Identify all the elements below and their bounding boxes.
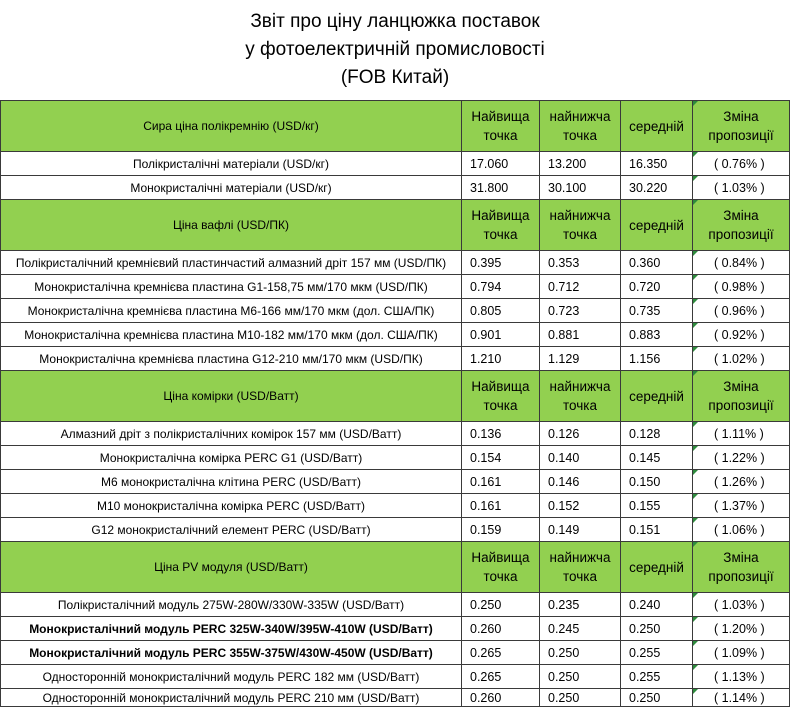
row-high: 0.161 — [462, 494, 540, 518]
row-low: 0.712 — [540, 275, 621, 299]
row-avg: 0.155 — [621, 494, 693, 518]
row-avg: 0.883 — [621, 323, 693, 347]
table-row — [1, 422, 790, 446]
row-low: 0.353 — [540, 251, 621, 275]
row-high: 1.210 — [462, 347, 540, 371]
table-row — [1, 446, 790, 470]
row-high: 31.800 — [462, 176, 540, 200]
row-name: Монокристалічна комірка PERC G1 (USD/Ватт) — [1, 446, 462, 470]
col-change-header: Зміна пропозиції — [693, 371, 790, 422]
col-change-header: Зміна пропозиції — [693, 101, 790, 152]
row-change: ( 0.98% ) — [693, 275, 790, 299]
row-high: 0.159 — [462, 518, 540, 542]
row-high: 0.901 — [462, 323, 540, 347]
table-row — [1, 299, 790, 323]
table-row — [1, 518, 790, 542]
col-low-header: найнижча точка — [540, 542, 621, 593]
row-avg: 0.255 — [621, 665, 693, 689]
col-high-header: Найвища точка — [462, 542, 540, 593]
title-line-3: (FOB Китай) — [340, 67, 450, 88]
table-row — [1, 593, 790, 617]
table-row — [1, 689, 790, 707]
row-high: 0.250 — [462, 593, 540, 617]
row-name: Односторонній монокристалічний модуль PERC 210 мм (USD/Ватт) — [1, 689, 462, 707]
row-high: 0.265 — [462, 641, 540, 665]
table-row — [1, 176, 790, 200]
row-low: 30.100 — [540, 176, 621, 200]
row-high: 0.805 — [462, 299, 540, 323]
col-high-header: Найвища точка — [462, 200, 540, 251]
row-high: 0.161 — [462, 470, 540, 494]
row-change: ( 1.20% ) — [693, 617, 790, 641]
table-row — [1, 470, 790, 494]
row-name: Монокристалічний модуль PERC 355W-375W/430W-450W (USD/Ватт) — [1, 641, 462, 665]
row-high: 0.265 — [462, 665, 540, 689]
col-low-header: найнижча точка — [540, 200, 621, 251]
table-row — [1, 665, 790, 689]
table-row — [1, 323, 790, 347]
col-high-header: Найвища точка — [462, 101, 540, 152]
row-change: ( 0.76% ) — [693, 152, 790, 176]
table-row — [1, 617, 790, 641]
row-low: 0.881 — [540, 323, 621, 347]
row-name: Полікристалічний модуль 275W-280W/330W-335W (USD/Ватт) — [1, 593, 462, 617]
row-avg: 0.250 — [621, 689, 693, 707]
row-avg: 1.156 — [621, 347, 693, 371]
table-row — [1, 641, 790, 665]
row-change: ( 1.13% ) — [693, 665, 790, 689]
row-avg: 0.150 — [621, 470, 693, 494]
row-avg: 0.145 — [621, 446, 693, 470]
row-low: 0.146 — [540, 470, 621, 494]
col-high-header: Найвища точка — [462, 371, 540, 422]
title-line-1: Звіт про ціну ланцюжка поставок — [250, 11, 540, 32]
row-low: 0.152 — [540, 494, 621, 518]
row-low: 13.200 — [540, 152, 621, 176]
row-name: Монокристалічна кремнієва пластина M6-166 мм/170 мкм (дол. США/ПК) — [1, 299, 462, 323]
row-avg: 30.220 — [621, 176, 693, 200]
table-row — [1, 152, 790, 176]
row-change: ( 0.92% ) — [693, 323, 790, 347]
row-high: 0.136 — [462, 422, 540, 446]
row-change: ( 1.09% ) — [693, 641, 790, 665]
col-change-header: Зміна пропозиції — [693, 200, 790, 251]
section-label: Ціна вафлі (USD/ПК) — [1, 200, 462, 251]
row-low: 0.235 — [540, 593, 621, 617]
row-change: ( 1.03% ) — [693, 176, 790, 200]
row-high: 0.260 — [462, 617, 540, 641]
row-name: Полікристалічний кремнієвий пластинчастий алмазний дріт 157 мм (USD/ПК) — [1, 251, 462, 275]
row-avg: 0.360 — [621, 251, 693, 275]
table-row — [1, 275, 790, 299]
col-avg-header: середній — [621, 200, 693, 251]
row-name: Монокристалічний модуль PERC 325W-340W/395W-410W (USD/Ватт) — [1, 617, 462, 641]
row-change: ( 1.02% ) — [693, 347, 790, 371]
row-avg: 0.735 — [621, 299, 693, 323]
row-low: 0.250 — [540, 641, 621, 665]
row-low: 0.245 — [540, 617, 621, 641]
row-low: 0.126 — [540, 422, 621, 446]
section-label: Сира ціна полікремнію (USD/кг) — [1, 101, 462, 152]
row-avg: 0.250 — [621, 617, 693, 641]
row-change: ( 1.37% ) — [693, 494, 790, 518]
section-header-module — [1, 542, 790, 593]
col-low-header: найнижча точка — [540, 101, 621, 152]
row-avg: 0.151 — [621, 518, 693, 542]
row-change: ( 1.03% ) — [693, 593, 790, 617]
section-header-polysilicon — [1, 101, 790, 152]
section-label: Ціна комірки (USD/Ватт) — [1, 371, 462, 422]
row-change: ( 1.14% ) — [693, 689, 790, 707]
row-high: 0.260 — [462, 689, 540, 707]
row-high: 17.060 — [462, 152, 540, 176]
section-header-wafer — [1, 200, 790, 251]
col-change-header: Зміна пропозиції — [693, 542, 790, 593]
col-avg-header: середній — [621, 371, 693, 422]
row-low: 0.723 — [540, 299, 621, 323]
table-row — [1, 251, 790, 275]
row-name: Монокристалічні матеріали (USD/кг) — [1, 176, 462, 200]
row-name: M10 монокристалічна комірка PERC (USD/Ватт) — [1, 494, 462, 518]
row-name: Монокристалічна кремнієва пластина G1-158,75 мм/170 мкм (USD/ПК) — [1, 275, 462, 299]
row-change: ( 0.96% ) — [693, 299, 790, 323]
row-name: Монокристалічна кремнієва пластина M10-182 мм/170 мкм (дол. США/ПК) — [1, 323, 462, 347]
row-change: ( 0.84% ) — [693, 251, 790, 275]
row-avg: 16.350 — [621, 152, 693, 176]
row-name: Полікристалічні матеріали (USD/кг) — [1, 152, 462, 176]
row-name: Односторонній монокристалічний модуль PERC 182 мм (USD/Ватт) — [1, 665, 462, 689]
price-table — [0, 100, 790, 707]
section-label: Ціна PV модуля (USD/Ватт) — [1, 542, 462, 593]
row-high: 0.794 — [462, 275, 540, 299]
row-name: Алмазний дріт з полікристалічних комірок 157 мм (USD/Ватт) — [1, 422, 462, 446]
row-avg: 0.240 — [621, 593, 693, 617]
row-change: ( 1.06% ) — [693, 518, 790, 542]
row-low: 0.149 — [540, 518, 621, 542]
row-avg: 0.255 — [621, 641, 693, 665]
row-low: 1.129 — [540, 347, 621, 371]
row-change: ( 1.22% ) — [693, 446, 790, 470]
row-low: 0.250 — [540, 689, 621, 707]
title-line-2: у фотоелектричній промисловості — [245, 39, 545, 60]
row-change: ( 1.26% ) — [693, 470, 790, 494]
row-avg: 0.128 — [621, 422, 693, 446]
row-high: 0.395 — [462, 251, 540, 275]
row-low: 0.140 — [540, 446, 621, 470]
table-row — [1, 347, 790, 371]
col-avg-header: середній — [621, 542, 693, 593]
row-name: M6 монокристалічна клітина PERC (USD/Ватт) — [1, 470, 462, 494]
section-header-cell — [1, 371, 790, 422]
row-avg: 0.720 — [621, 275, 693, 299]
row-low: 0.250 — [540, 665, 621, 689]
row-name: Монокристалічна кремнієва пластина G12-210 мм/170 мкм (USD/ПК) — [1, 347, 462, 371]
table-row — [1, 494, 790, 518]
row-name: G12 монокристалічний елемент PERC (USD/Ватт) — [1, 518, 462, 542]
col-low-header: найнижча точка — [540, 371, 621, 422]
row-high: 0.154 — [462, 446, 540, 470]
report-title — [0, 0, 790, 100]
row-change: ( 1.11% ) — [693, 422, 790, 446]
col-avg-header: середній — [621, 101, 693, 152]
